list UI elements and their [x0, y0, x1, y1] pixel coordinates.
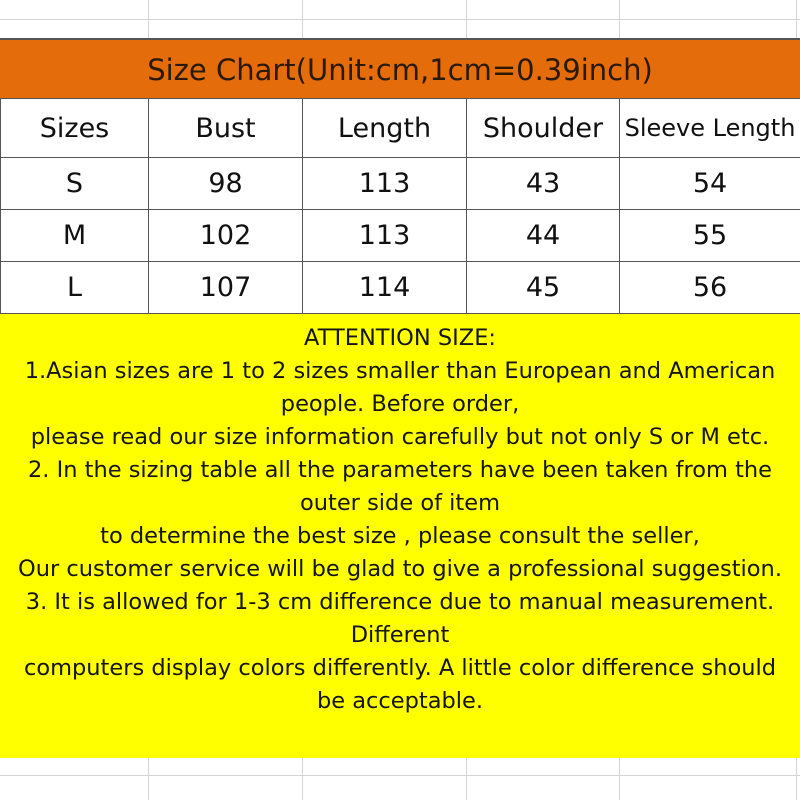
header-shoulder: Shoulder	[467, 99, 620, 158]
cell-bust: 98	[149, 158, 303, 210]
header-sleeve-length: Sleeve Length	[620, 99, 800, 158]
notice-line: 1.Asian sizes are 1 to 2 sizes smaller than European and American	[24, 358, 776, 384]
cell-shoulder: 44	[467, 210, 620, 262]
notice-line: 2. In the sizing table all the parameters have been taken from the	[27, 457, 773, 483]
header-sizes: Sizes	[1, 99, 149, 158]
size-table	[0, 98, 800, 314]
cell-shoulder: 45	[467, 262, 620, 314]
notice-line: Different	[350, 622, 450, 648]
notice-line: outer side of item	[299, 490, 501, 516]
notice-line: Our customer service will be glad to give a professional suggestion.	[18, 556, 782, 582]
notice-line: please read our size information carefully but not only S or M etc.	[30, 424, 770, 450]
cell-sleeve-length: 56	[620, 262, 800, 314]
table-row	[1, 262, 800, 314]
cell-length: 113	[303, 210, 467, 262]
cell-sleeve-length: 54	[620, 158, 800, 210]
table-row	[1, 158, 800, 210]
cell-length: 114	[303, 262, 467, 314]
notice-line: computers display colors differently. A little color difference should	[23, 655, 777, 681]
size-chart-title: Size Chart(Unit:cm,1cm=0.39inch)	[0, 38, 800, 101]
cell-size: L	[1, 262, 149, 314]
cell-size: S	[1, 158, 149, 210]
cell-shoulder: 43	[467, 158, 620, 210]
notice-line: people. Before order,	[280, 391, 520, 417]
attention-notice	[0, 313, 800, 758]
header-bust: Bust	[149, 99, 303, 158]
notice-line: be acceptable.	[316, 688, 484, 714]
header-length: Length	[303, 99, 467, 158]
cell-sleeve-length: 55	[620, 210, 800, 262]
notice-line: 3. It is allowed for 1-3 cm difference due to manual measurement.	[25, 589, 775, 615]
notice-line: to determine the best size , please consult the seller,	[100, 523, 700, 549]
table-row	[1, 210, 800, 262]
cell-bust: 107	[149, 262, 303, 314]
cell-length: 113	[303, 158, 467, 210]
notice-heading: ATTENTION SIZE:	[304, 325, 496, 351]
cell-size: M	[1, 210, 149, 262]
cell-bust: 102	[149, 210, 303, 262]
table-header-row	[1, 99, 800, 158]
